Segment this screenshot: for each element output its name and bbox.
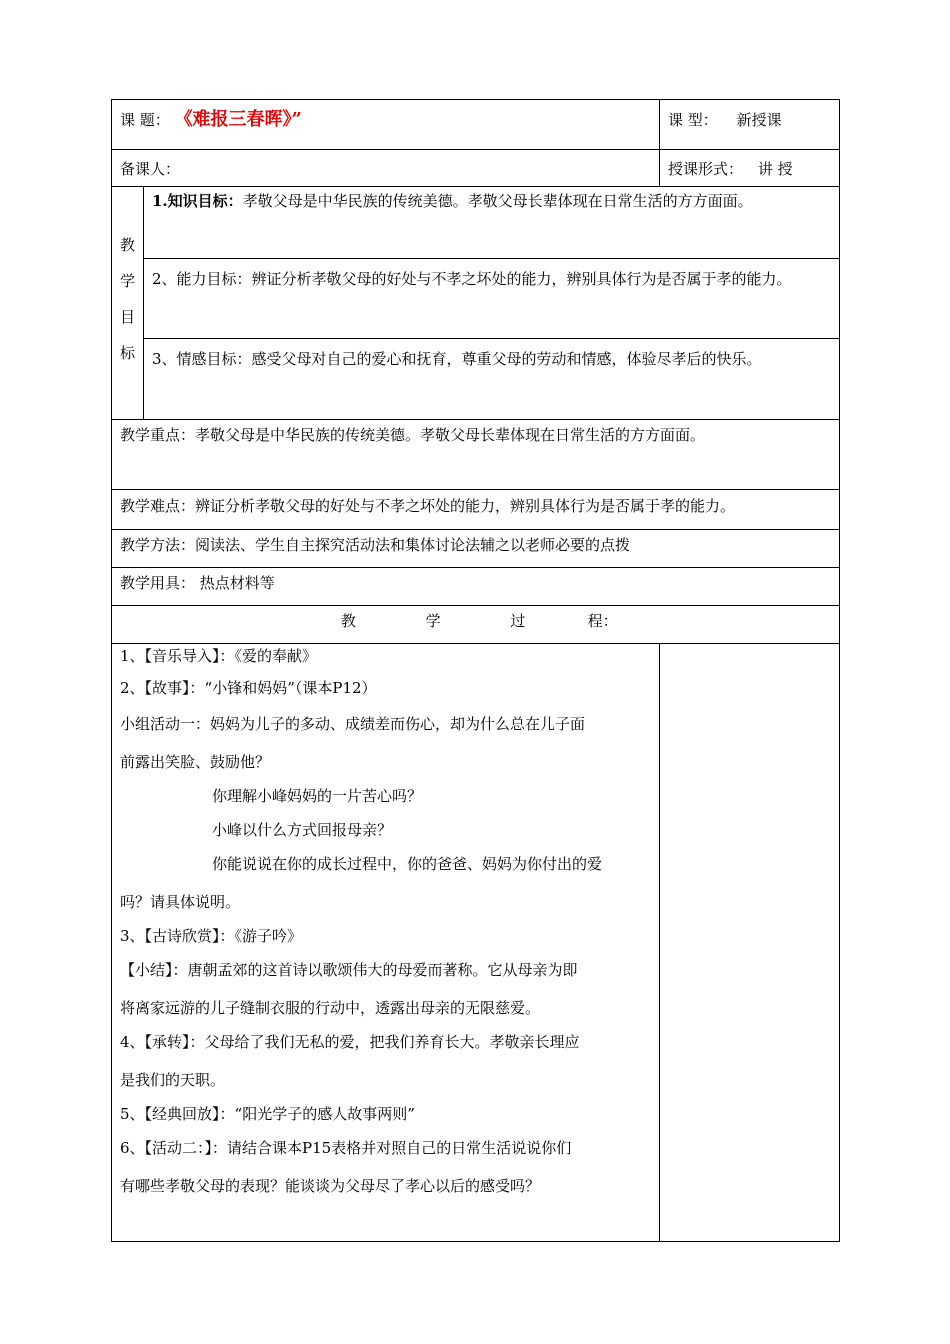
- topic-label: 课 题：: [120, 111, 170, 129]
- notes-column: [660, 644, 840, 1242]
- summary-line2: 将离家远游的儿子缝制衣服的行动中，透露出母亲的无限慈爱。: [120, 999, 541, 1017]
- process-body-row: [112, 644, 840, 1242]
- step-4-line1: 4、【承转】：父母给了我们无私的爱，把我们养育长大。孝敬亲长理应: [120, 1033, 580, 1051]
- tools-text: 教学用具： 热点材料等: [120, 574, 275, 592]
- knowledge-text: 孝敬父母是中华民族的传统美德。孝敬父母长辈体现在日常生活的方方面面。: [242, 192, 753, 210]
- lesson-plan-table: [111, 99, 840, 1242]
- step-3: 3、【古诗欣赏】：《游子吟》: [120, 927, 303, 945]
- process-title-1: 教: [340, 612, 356, 630]
- step-4-line2: 是我们的天职。: [120, 1071, 226, 1089]
- difficulty-row: [112, 490, 840, 530]
- summary-line1: 【小结】：唐朝孟郊的这首诗以歌颂伟大的母爱而著称。它从母亲为即: [120, 961, 578, 979]
- step-2: 2、【故事】：“小锋和妈妈”（课本P12）: [120, 679, 377, 697]
- emotion-text: 3、情感目标：感受父母对自己的爱心和抚育，尊重父母的劳动和情感，体验尽孝后的快乐。: [152, 350, 762, 368]
- type-value: 新授课: [736, 111, 782, 129]
- side-char-3: 目: [119, 308, 135, 326]
- process-title-row: [112, 606, 840, 644]
- objective-emotion-row: [112, 339, 840, 420]
- lesson-plan-sheet: [111, 99, 839, 1242]
- side-char-4: 标: [119, 344, 135, 362]
- ability-text: 2、能力目标：辨证分析孝敬父母的好处与不孝之坏处的能力，辨别具体行为是否属于孝的能力。: [152, 270, 792, 288]
- form-label: 授课形式：: [668, 160, 744, 178]
- objectives-side-label: [112, 187, 144, 420]
- step-5: 5、【经典回放】：“阳光学子的感人故事两则”: [120, 1105, 415, 1123]
- objective-ability-row: [112, 259, 840, 339]
- objective-knowledge-row: [112, 187, 840, 259]
- process-title-4: 程：: [587, 612, 618, 630]
- step-6-line2: 有哪些孝敬父母的表现？能谈谈为父母尽了孝心以后的感受吗？: [120, 1177, 541, 1195]
- process-title-3: 过: [510, 612, 526, 630]
- knowledge-label: 1.知识目标：: [152, 192, 243, 210]
- type-label: 课 型：: [668, 111, 718, 129]
- key-point-row: [112, 420, 840, 490]
- step-6-line1: 6、【活动二：】：请结合课本P15表格并对照自己的日常生活说说你们: [120, 1139, 572, 1157]
- question-2: 小峰以什么方式回报母亲？: [212, 821, 393, 839]
- group-activity-1-line1: 小组活动一：妈妈为儿子的多动、成绩差而伤心，却为什么总在儿子面: [120, 715, 586, 733]
- form-value: 讲 授: [757, 160, 793, 178]
- method-text: 教学方法：阅读法、学生自主探究活动法和集体讨论法辅之以老师必要的点拨: [120, 536, 631, 554]
- group-activity-1-line2: 前露出笑脸、鼓励他？: [120, 753, 271, 771]
- question-3-line1: 你能说说在你的成长过程中，你的爸爸、妈妈为你付出的爱: [212, 855, 603, 873]
- step-1: 1、【音乐导入】：《爱的奉献》: [120, 647, 318, 665]
- process-title-2: 学: [425, 612, 441, 630]
- tools-row: [112, 568, 840, 606]
- side-char-2: 学: [119, 272, 135, 290]
- method-row: [112, 530, 840, 568]
- topic-value: 《难报三春晖》”: [174, 109, 302, 130]
- header-row-topic: [112, 100, 840, 150]
- key-point-text: 教学重点：孝敬父母是中华民族的传统美德。孝敬父母长辈体现在日常生活的方方面面。: [120, 426, 706, 444]
- question-3-line2: 吗？请具体说明。: [120, 893, 241, 911]
- preparer-label: 备课人：: [120, 160, 181, 178]
- side-char-1: 教: [119, 236, 135, 254]
- question-1: 你理解小峰妈妈的一片苦心吗？: [212, 787, 423, 805]
- difficulty-text: 教学难点：辨证分析孝敬父母的好处与不孝之坏处的能力，辨别具体行为是否属于孝的能力。: [120, 497, 736, 515]
- header-row-preparer: [112, 150, 840, 187]
